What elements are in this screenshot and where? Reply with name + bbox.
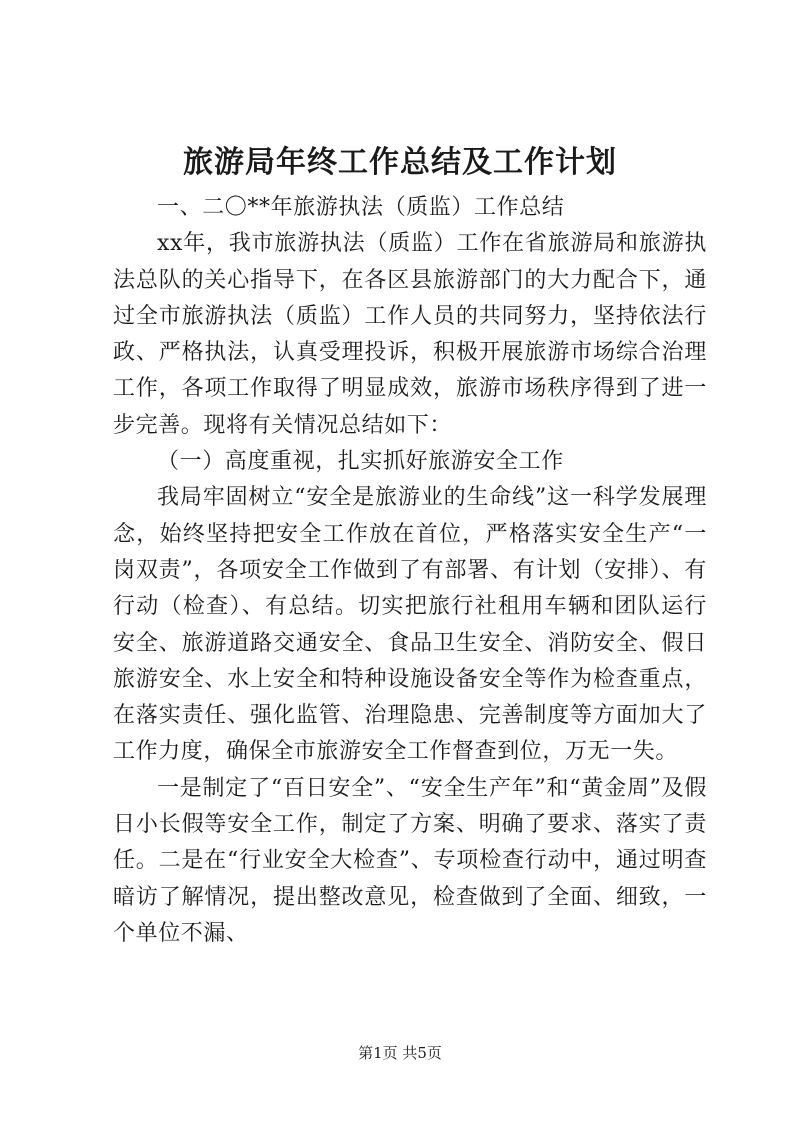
document-title: 旅游局年终工作总结及工作计划 xyxy=(183,145,617,180)
paragraph: 我局牢固树立“安全是旅游业的生命线”这一科学发展理念，始终坚持把安全工作放在首位，严格落实安全生产“一岗双责”，各项安全工作做到了有部署、有计划（安排）、有行动（检查）、有总结。切实把旅行社租用车辆和团队运行安全、旅游道路交通安全、食品卫生安全、消防安全、假日旅游安全、水上安全和特种设施设备安全等作为检查重点，在落实责任、强化监管、治理隐患、完善制度等方面加大了工作力度，确保全市旅游安全工作督查到位，万无一失。 xyxy=(113,485,707,765)
section-heading: 一、二〇**年旅游执法（质监）工作总结 xyxy=(157,195,565,220)
document-body xyxy=(113,190,707,952)
paragraph: 一是制定了“百日安全”、“安全生产年”和“黄金周”及假日小长假等安全工作，制定了方案、明确了要求、落实了责任。二是在“行业安全大检查”、专项检查行动中，通过明查暗访了解情况，提出整改意见，检查做到了全面、细致，一个单位不漏、 xyxy=(113,775,707,946)
page-number-footer: 第1页 共5页 xyxy=(358,1044,442,1062)
subsection-heading: （一）高度重视，扎实抓好旅游安全工作 xyxy=(157,449,564,475)
paragraph: xx年，我市旅游执法（质监）工作在省旅游局和旅游执法总队的关心指导下，在各区县旅游部门的大力配合下，通过全市旅游执法（质监）工作人员的共同努力，坚持依法行政、严格执法，认真受理投诉，积极开展旅游市场综合治理工作，各项工作取得了明显成效，旅游市场秩序得到了进一步完善。现将有关情况总结如下： xyxy=(113,231,707,438)
